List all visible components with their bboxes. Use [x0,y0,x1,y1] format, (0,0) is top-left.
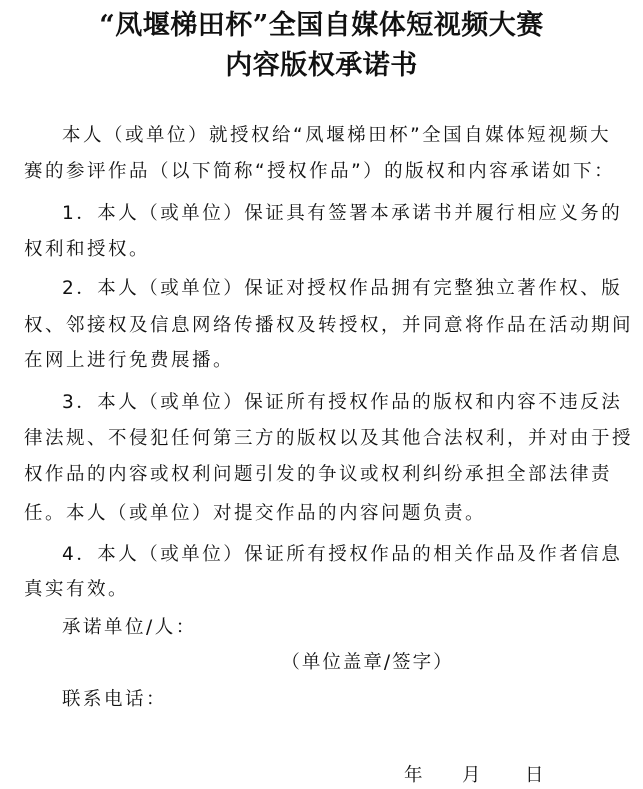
promisor-label: 承诺单位/人： [62,617,197,638]
date-month-label: 月 [462,765,481,786]
clause-3-line-3: 权作品的内容或权利问题引发的争议或权利纠纷承担全部法律责 [24,464,613,485]
date-year-label: 年 [404,765,423,786]
clause-3-line-1: 3．本人（或单位）保证所有授权作品的版权和内容不违反法 [62,392,623,413]
document-title-line-1: “凤堰梯田杯”全国自媒体短视频大赛 [99,10,544,41]
phone-label: 联系电话： [62,689,168,710]
clause-3-line-2: 律法规、不侵犯任何第三方的版权以及其他合法权利，并对由于授 [24,428,634,449]
clause-4-line-2: 真实有效。 [24,579,130,600]
clause-1-line-2: 权利和授权。 [24,239,151,260]
document-title-line-2: 内容版权承诺书 [225,50,418,81]
clause-2-line-2: 权、邻接权及信息网络传播权及转授权，并同意将作品在活动期间 [24,315,634,336]
date-day-label: 日 [525,765,544,786]
clause-4-line-1: 4．本人（或单位）保证所有授权作品的相关作品及作者信息 [62,544,623,565]
clause-3-line-4: 任。本人（或单位）对提交作品的内容问题负责。 [24,503,487,524]
clause-1-line-1: 1．本人（或单位）保证具有签署本承诺书并履行相应义务的 [62,203,623,224]
clause-2-line-1: 2．本人（或单位）保证对授权作品拥有完整独立著作权、版 [62,278,623,299]
intro-line-2: 赛的参评作品（以下简称“授权作品”）的版权和内容承诺如下： [24,161,616,182]
clause-2-line-3: 在网上进行免费展播。 [24,350,235,371]
intro-line-1: 本人（或单位）就授权给“凤堰梯田杯”全国自媒体短视频大 [62,125,612,146]
stamp-signature-label: （单位盖章/签字） [281,652,454,673]
date-row [404,763,544,789]
